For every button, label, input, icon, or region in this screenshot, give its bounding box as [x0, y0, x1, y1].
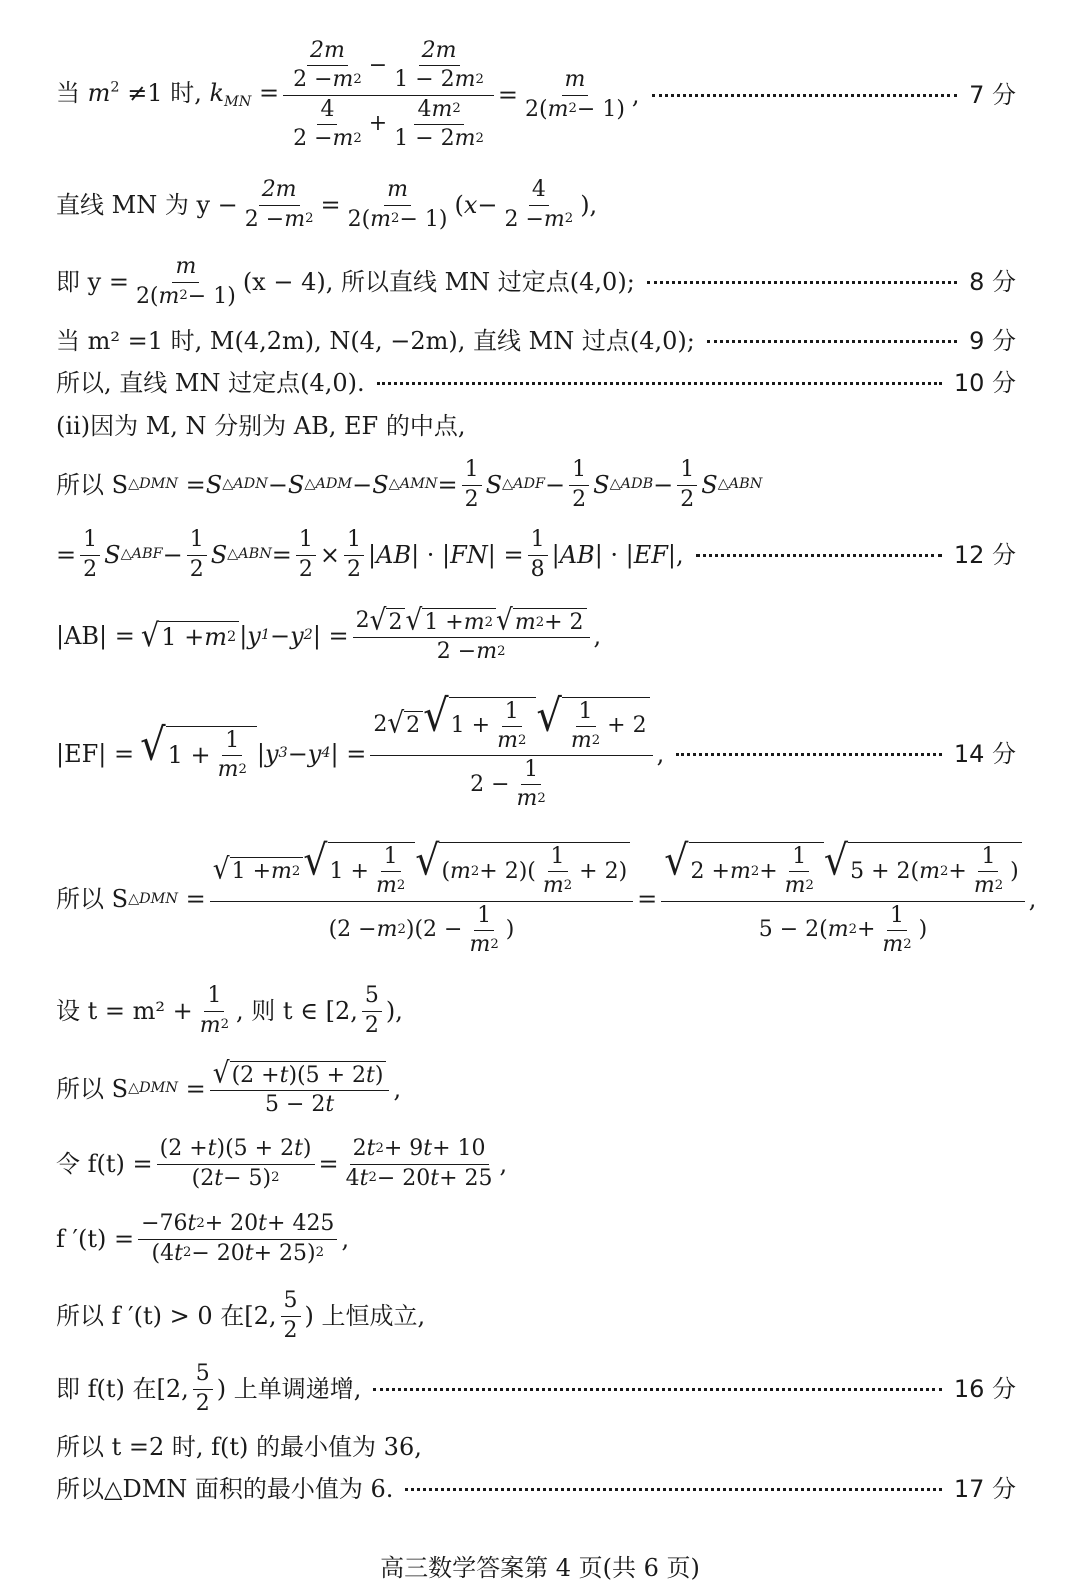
score-12: 12 分: [953, 540, 1016, 569]
line-text: 即 y =: [56, 267, 129, 296]
line-increasing: 即 f(t) 在[2, $\frac{5}{2}$ ) 上单调递增, 16 分: [56, 1361, 1016, 1416]
leader-dots: [676, 753, 942, 756]
leader-dots: [373, 1388, 941, 1391]
line-final: [56, 1470, 1016, 1508]
line-text: (ⅱ)因为 M, N 分别为 AB, EF 的中点,: [56, 411, 466, 440]
leader-dots: [696, 554, 942, 557]
line-text: 所以, 直线 MN 过定点(4,0).: [56, 368, 365, 397]
line-text: =: [56, 540, 77, 569]
line-substitution: 设 t = m² + 1 m 2 , 则 t ∈ [2, $\frac{5}{2}$ ),: [56, 983, 403, 1038]
kmn-result: m 2( m 2 − 1): [525, 67, 625, 122]
line-text: (x − 4), 所以直线 MN 过定点(4,0);: [242, 267, 635, 296]
line-area-in-t: 所以 S △DMN = √ (2 + t )(5 + 2 t ) 5 − 2 t ,: [56, 1056, 402, 1117]
line-mn-equation: 直线 MN 为 y − 2m 2 − m 2 = m 2( m 2 − 1) ( x − 4 2 − m 2 ),: [56, 177, 598, 232]
line-m2-eq-1: [56, 322, 1016, 360]
leader-dots: [647, 281, 957, 284]
score-9: 9 分: [969, 326, 1016, 355]
score-17: 17 分: [953, 1474, 1016, 1503]
kmn-prefix: 当 $m^2 \ne 1$ 时, $k_{MN}$ =: [56, 78, 280, 110]
line-text: 当 m² =1 时, M(4,2m), N(4, −2m), 直线 MN 过点(4,0);: [56, 326, 695, 355]
page-footer: 高三数学答案第 4 页(共 6 页): [380, 1554, 700, 1582]
leader-dots: [405, 1488, 941, 1491]
line-text: 所以 f ′(t) > 0 在[2,: [56, 1301, 277, 1330]
score-10: 10 分: [953, 368, 1016, 397]
line-area-formula: 所以 S △DMN = √ 1 + m 2 √ 1 + 1 m 2 √ ( m 2 + 2)( 1 m 2 + 2) (2 − m 2 )(2 − 1 m 2 ) = √ 2 + m 2 + 1 m 2 √ 5 + 2( m 2 + 1 m 2 ) 5 − 2( m 2 + 1 m 2 ) ,: [56, 836, 1037, 957]
line-conclusion: [56, 364, 1016, 402]
line-text: 即 f(t) 在[2,: [56, 1374, 189, 1403]
leader-dots: [652, 94, 958, 97]
score-7: 7 分: [969, 80, 1016, 109]
line-part-ii: [56, 407, 1016, 445]
line-min-ft: [56, 1428, 1016, 1466]
line-text: 所以 t =2 时, f(t) 的最小值为 36,: [56, 1432, 422, 1461]
line-text: 所以 S: [56, 1074, 129, 1103]
line-area-simplify: = $\frac{1}{2}$ S △ABF − $\frac{1}{2}$ S △ABN = $\frac{1}{2}$ × $\frac{1}{2}$ | AB | · | FN | = $\frac{1}{8}$ | AB | · | EF |, 12 分: [56, 527, 1016, 582]
score-8: 8 分: [969, 267, 1016, 296]
score-14: 14 分: [953, 739, 1016, 768]
line-area-decomp: 所以 S △DMN = S △ADN − S △ADM − S △AMN = $\frac{1}{2}$ S △ADF − $\frac{1}{2}$ S △ADB − $\frac{1}{2}$ S △ABN: [56, 457, 763, 512]
line-text: ),: [385, 996, 403, 1025]
line-ft-def: 令 f(t) = (2 + t )(5 + 2 t ) (2 t − 5) 2 = 2 t 2 + 9 t + 10 4 t 2 − 20 t + 25 ,: [56, 1136, 508, 1191]
line-text: ) 上恒成立,: [304, 1301, 426, 1330]
line-ef-length: |EF| = √ 1 + 1 m 2 | y 3 − y 4 | = 2 √ 2 √ 1 + 1 m 2 √ 1 m 2 + 2 2 − 1 m 2 , 14 分: [56, 690, 1016, 812]
line-text: ) 上单调递增,: [216, 1374, 362, 1403]
line-text: 所以 S: [56, 885, 129, 914]
line-text: f ′(t) =: [56, 1224, 135, 1253]
line-text: 直线 MN 为 y −: [56, 190, 238, 219]
kmn-complex-fraction: 2m 2 − m 2 − 2m 1 − 2 m 2 4 2 − m 2 + 4 m 2 1 − 2 m 2: [283, 39, 494, 151]
line-fixed-point: 即 y = m 2( m 2 − 1) (x − 4), 所以直线 MN 过定点(4,0); 8 分: [56, 254, 1016, 309]
line-derivative: f ′(t) = −76 t 2 + 20 t + 425 (4 t 2 − 20 t + 25) 2 ,: [56, 1211, 350, 1266]
line-ab-length: |AB| = √ 1 + m 2 | y 1 − y 2 | = 2 √ 2 √ 1 + m 2 √ m 2 + 2 2 − m 2 ,: [56, 603, 602, 664]
line-text: |EF| =: [56, 739, 135, 768]
line-text: |AB| =: [56, 621, 135, 650]
line-text: 令 f(t) =: [56, 1149, 153, 1178]
line-text: 所以 S: [56, 470, 129, 499]
line-kmn: 当 $m^2 \ne 1$ 时, $k_{MN}$ = 2m 2 − m 2 − 2m 1 − 2 m 2 4 2 − m 2 + 4 m 2 1 − 2 m 2 = m 2( m 2 − 1) , 7 分: [56, 38, 1016, 151]
score-16: 16 分: [953, 1374, 1016, 1403]
line-text: , 则 t ∈ [2,: [236, 996, 358, 1025]
line-derivative-positive: 所以 f ′(t) > 0 在[2, $\frac{5}{2}$ ) 上恒成立,: [56, 1288, 426, 1343]
leader-dots: [377, 382, 942, 385]
leader-dots: [707, 340, 957, 343]
line-text: 所以△DMN 面积的最小值为 6.: [56, 1474, 394, 1503]
line-text: 设 t = m² +: [56, 996, 193, 1025]
